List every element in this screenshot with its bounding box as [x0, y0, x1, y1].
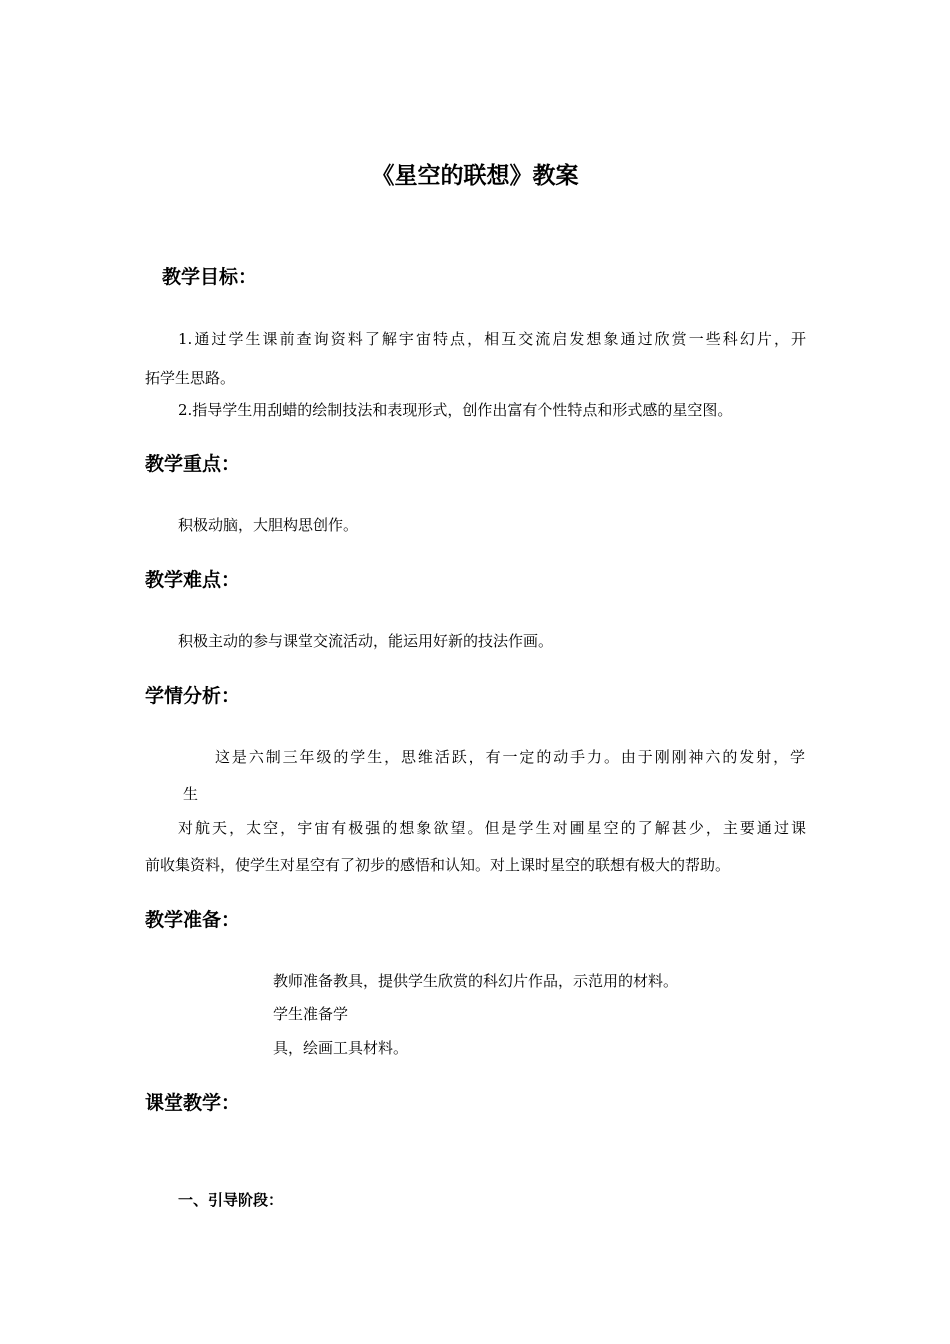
goal-item-2: 2.指导学生用刮蜡的绘制技法和表现形式，创作出富有个性特点和形式感的星空图。	[178, 401, 733, 419]
section-heading-difficulties: 教学难点：	[145, 569, 241, 591]
section-heading-key-points: 教学重点：	[145, 453, 241, 475]
key-points-text: 积极动脑，大胆构思创作。	[178, 516, 359, 534]
goal-item-1-line-2: 拓学生思路。	[145, 369, 236, 387]
page-title: 《星空的联想》教案	[371, 163, 579, 189]
section-heading-classroom: 课堂教学：	[145, 1092, 241, 1114]
preparation-line-1: 教师准备教具，提供学生欣赏的科幻片作品，示范用的材料。	[273, 972, 679, 990]
preparation-line-2: 学生准备学	[273, 1005, 349, 1023]
section-heading-analysis: 学情分析：	[145, 685, 241, 707]
analysis-line-2: 生	[183, 785, 199, 803]
preparation-line-3: 具，绘画工具材料。	[273, 1039, 409, 1057]
analysis-line-4: 前收集资料，使学生对星空有了初步的感悟和认知。对上课时星空的联想有极大的帮助。	[145, 856, 731, 874]
section-heading-goals: 教学目标：	[162, 266, 258, 288]
classroom-stage-1: 一、引导阶段：	[178, 1191, 284, 1209]
analysis-line-1: 这是六制三年级的学生，思维活跃，有一定的动手力。由于刚刚神六的发射，学	[215, 748, 805, 766]
analysis-line-3: 对航天，太空，宇宙有极强的想象欲望。但是学生对圃星空的了解甚少，主要通过课	[178, 819, 806, 837]
difficulties-text: 积极主动的参与课堂交流活动，能运用好新的技法作画。	[178, 632, 554, 650]
goal-item-1-line-1: 1.通过学生课前查询资料了解宇宙特点，相互交流启发想象通过欣赏一些科幻片，开	[178, 330, 806, 348]
section-heading-preparation: 教学准备：	[145, 909, 241, 931]
